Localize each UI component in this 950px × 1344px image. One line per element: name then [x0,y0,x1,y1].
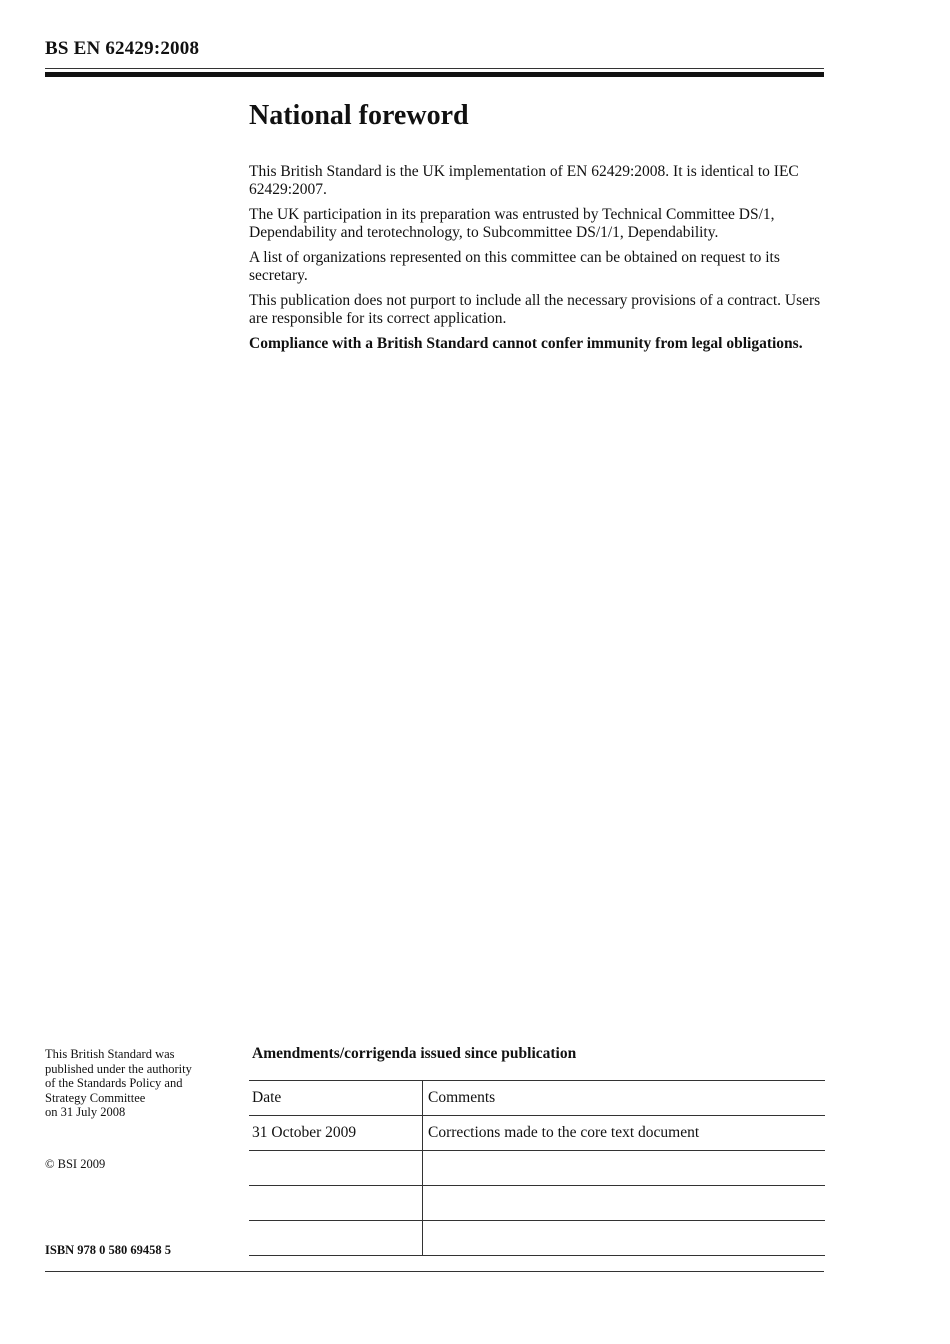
amendment-date [249,1151,423,1186]
publication-note-line: This British Standard was [45,1047,175,1061]
compliance-note: Compliance with a British Standard cannot confer immunity from legal obligations. [249,335,803,352]
copyright-notice: © BSI 2009 [45,1157,106,1171]
footer-rule [45,1271,824,1272]
paragraph-organizations: A list of organizations represented on this committee can be obtained on request to its secretary. [249,249,780,284]
amendment-date [249,1186,423,1221]
amendment-comment: Corrections made to the core text document [423,1116,826,1151]
amendments-heading: Amendments/corrigenda issued since publication [252,1045,577,1062]
column-header-date: Date [249,1081,423,1116]
amendment-comment [423,1186,826,1221]
isbn: ISBN 978 0 580 69458 5 [45,1243,172,1257]
header-rule-thick [45,72,824,77]
column-header-comments: Comments [423,1081,826,1116]
table-header-row [249,1081,825,1116]
table-row [249,1221,825,1256]
document-id: BS EN 62429:2008 [45,38,200,59]
publication-note-line: published under the authority [45,1061,192,1076]
paragraph-participation: The UK participation in its preparation was entrusted by Technical Committee DS/1, Dependability and terotechnology, to Subcommittee DS/1/1, Dependability. [249,206,775,241]
foreword-body [249,163,827,360]
amendment-comment [423,1151,826,1186]
publication-note-line: Strategy Committee [45,1090,146,1105]
header-rule-thin [45,68,824,69]
table-row [249,1186,825,1221]
paragraph-implementation: This British Standard is the UK implementation of EN 62429:2008. It is identical to IEC 62429:2007. [249,163,799,198]
table-row [249,1151,825,1186]
page-title: National foreword [249,100,469,131]
table-row [249,1116,825,1151]
publication-note-line: of the Standards Policy and [45,1076,183,1091]
amendment-date: 31 October 2009 [249,1116,423,1151]
amendment-comment [423,1221,826,1256]
publication-note [45,1047,245,1120]
paragraph-provisions: This publication does not purport to include all the necessary provisions of a contract. Users are responsible for its correct application. [249,292,821,327]
amendments-table [249,1080,825,1256]
amendment-date [249,1221,423,1256]
publication-note-line: on 31 July 2008 [45,1105,126,1120]
